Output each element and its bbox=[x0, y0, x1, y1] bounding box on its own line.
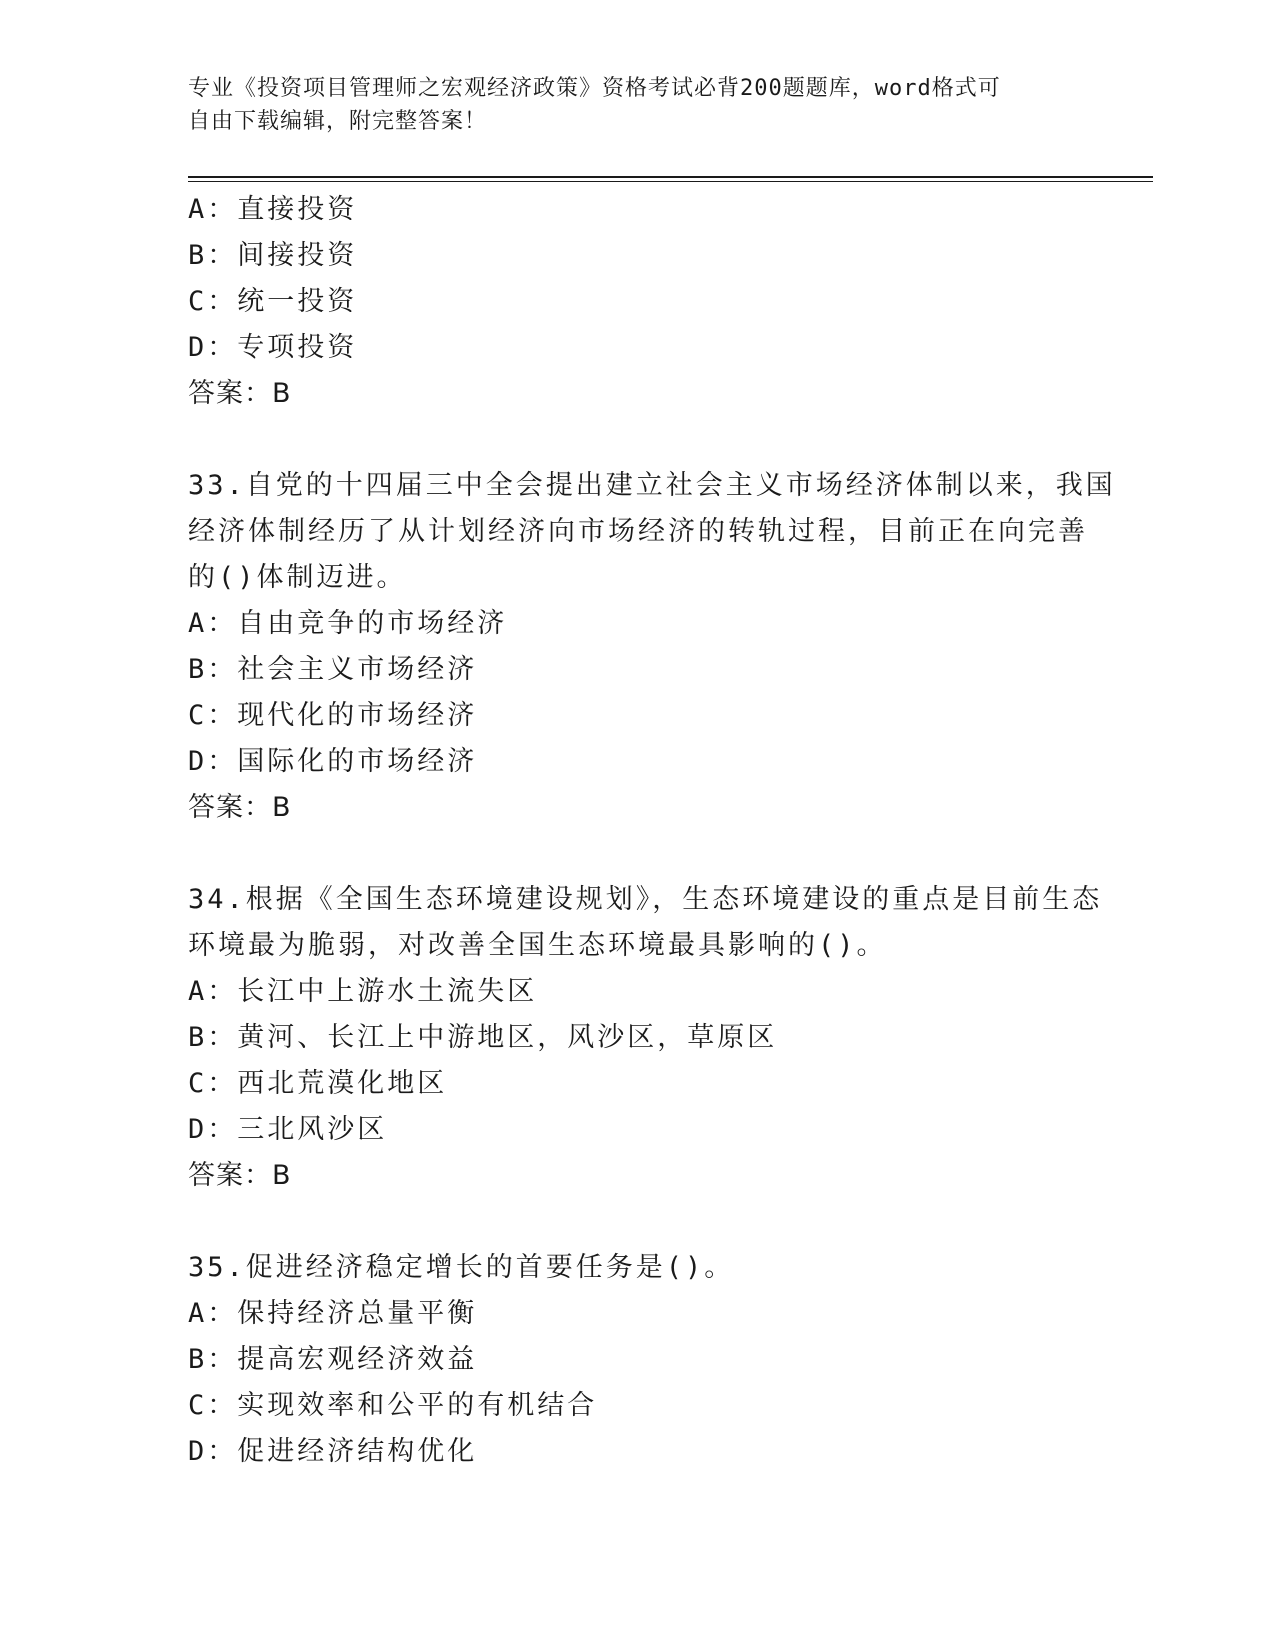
option-b: B：社会主义市场经济 bbox=[188, 654, 478, 685]
option-b: B：间接投资 bbox=[188, 240, 358, 271]
option-a: A：直接投资 bbox=[188, 194, 358, 225]
question-stem-line: 环境最为脆弱，对改善全国生态环境最具影响的()。 bbox=[188, 930, 887, 961]
option-d: D：专项投资 bbox=[188, 332, 358, 363]
question-stem-line: 经济体制经历了从计划经济向市场经济的转轨过程，目前正在向完善 bbox=[188, 516, 1088, 547]
question-stem-line: 33.自党的十四届三中全会提出建立社会主义市场经济体制以来，我国 bbox=[188, 470, 1116, 501]
question-stem-line: 35.促进经济稳定增长的首要任务是()。 bbox=[188, 1252, 735, 1283]
question-list bbox=[188, 187, 1116, 1475]
answer-line: 答案：B bbox=[188, 792, 292, 823]
question-33 bbox=[188, 463, 1116, 831]
option-d: D：国际化的市场经济 bbox=[188, 746, 478, 777]
option-d: D：促进经济结构优化 bbox=[188, 1436, 478, 1467]
header-line-1: 专业《投资项目管理师之宏观经济政策》资格考试必背200题题库，word格式可 bbox=[188, 76, 1001, 101]
option-c: C：现代化的市场经济 bbox=[188, 700, 478, 731]
option-a: A：长江中上游水土流失区 bbox=[188, 976, 538, 1007]
header-line-2: 自由下载编辑，附完整答案！ bbox=[188, 109, 488, 134]
option-b: B：黄河、长江上中游地区，风沙区，草原区 bbox=[188, 1022, 778, 1053]
question-32 bbox=[188, 187, 1088, 417]
option-a: A：保持经济总量平衡 bbox=[188, 1298, 478, 1329]
answer-line: 答案：B bbox=[188, 1160, 292, 1191]
question-stem-line: 的()体制迈进。 bbox=[188, 562, 407, 593]
question-34 bbox=[188, 877, 1103, 1199]
option-d: D：三北风沙区 bbox=[188, 1114, 388, 1145]
option-a: A：自由竞争的市场经济 bbox=[188, 608, 508, 639]
header-rule-bottom bbox=[188, 181, 1153, 182]
option-b: B：提高宏观经济效益 bbox=[188, 1344, 478, 1375]
header-rule-top bbox=[188, 176, 1153, 178]
question-stem-line: 34.根据《全国生态环境建设规划》，生态环境建设的重点是目前生态 bbox=[188, 884, 1103, 915]
document-header bbox=[188, 72, 1068, 138]
answer-line: 答案：B bbox=[188, 378, 292, 409]
question-35 bbox=[188, 1245, 1088, 1475]
option-c: C：西北荒漠化地区 bbox=[188, 1068, 448, 1099]
option-c: C：统一投资 bbox=[188, 286, 358, 317]
option-c: C：实现效率和公平的有机结合 bbox=[188, 1390, 598, 1421]
